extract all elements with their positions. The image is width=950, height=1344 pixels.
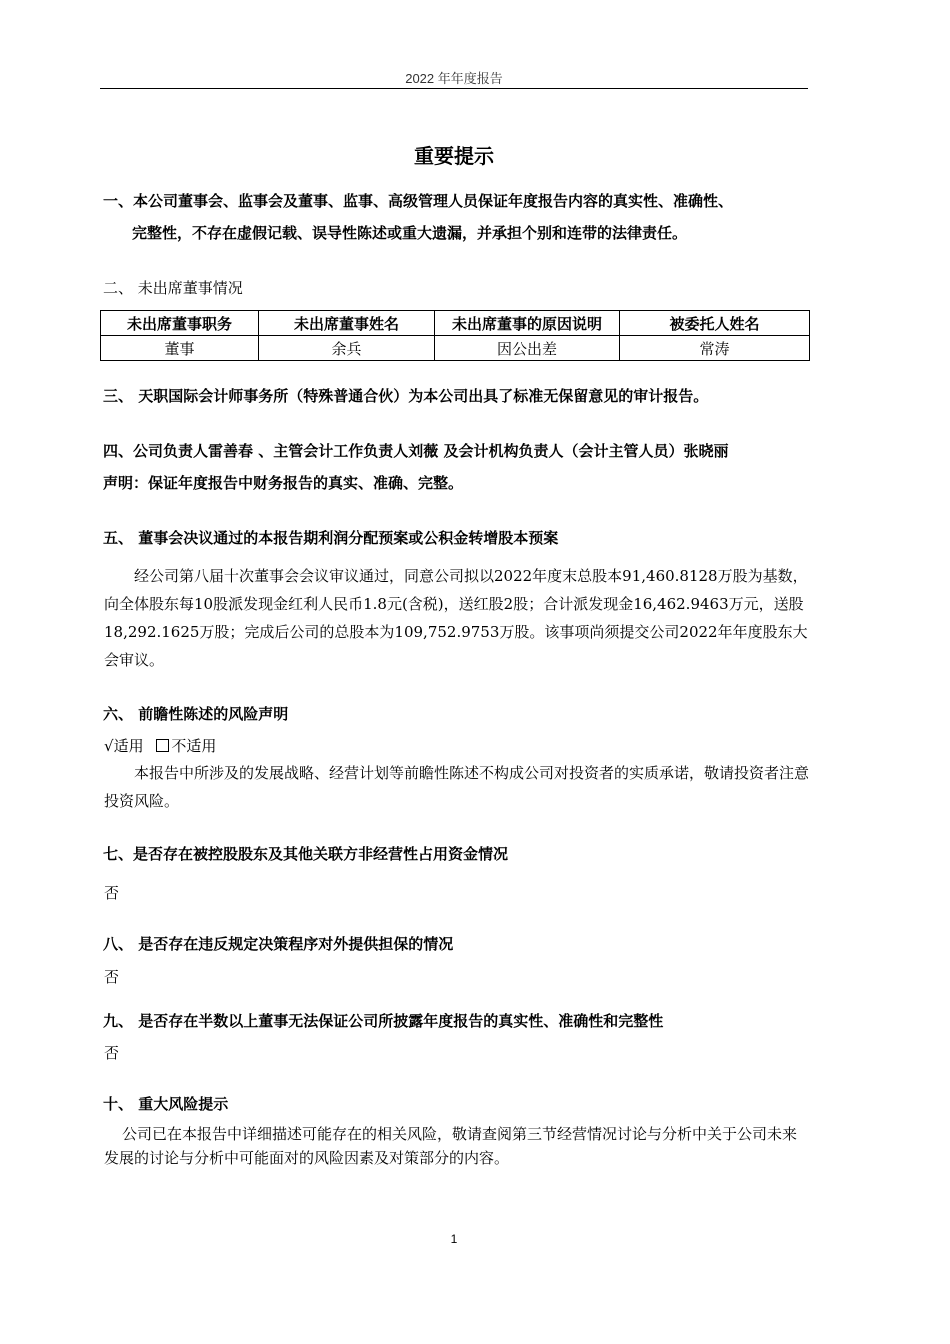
- section-4-line-2: 声明：保证年度报告中财务报告的真实、准确、完整。: [103, 474, 464, 492]
- section-10-heading: 十、 重大风险提示: [103, 1095, 229, 1113]
- section-3-text: 三、 天职国际会计师事务所（特殊普通合伙）为本公司出具了标准无保留意见的审计报告。: [103, 387, 709, 405]
- table-cell: 常涛: [620, 336, 810, 361]
- table-cell: 因公出差: [435, 336, 620, 361]
- section-6-body: 本报告中所涉及的发展战略、经营计划等前瞻性陈述不构成公司对投资者的实质承诺，敬请投资者注意投资风险。: [104, 764, 810, 810]
- section-1-line-1: 一、本公司董事会、监事会及董事、监事、高级管理人员保证年度报告内容的真实性、准确性、: [103, 192, 734, 210]
- section-10-body: 公司已在本报告中详细描述可能存在的相关风险，敬请查阅第三节经营情况讨论与分析中关于公司未来发展的讨论与分析中可能面对的风险因素及对策部分的内容。: [104, 1125, 798, 1167]
- section-4-line-1: 四、公司负责人雷善春 、主管会计工作负责人刘薇 及会计机构负责人（会计主管人员）张晓丽: [103, 442, 729, 460]
- section-1-line-2: 完整性，不存在虚假记载、误导性陈述或重大遗漏，并承担个别和连带的法律责任。: [132, 224, 688, 242]
- page-title: 重要提示: [414, 144, 494, 168]
- table-header-cell: 未出席董事的原因说明: [435, 311, 620, 336]
- table-row: [101, 336, 810, 361]
- table-header-row: [101, 311, 810, 336]
- section-8-answer: 否: [104, 968, 120, 986]
- applicable-label: 适用: [113, 737, 144, 755]
- table-header-cell: 被委托人姓名: [620, 311, 810, 336]
- section-6-heading: 六、 前瞻性陈述的风险声明: [103, 705, 289, 723]
- section-5-body: 经公司第八届十次董事会会议审议通过，同意公司拟以2022年度末总股本91,460.8128万股为基数，向全体股东每10股派发现金红利人民币1.8元(含税)，送红股2股；合计派发现金16,462.9463万元，送股18,292.1625万股；完成后公司的总股本为109,752.9753万股。该事项尚须提交公司2022年年度股东大会审议。: [104, 567, 808, 669]
- not-applicable-label: 不适用: [171, 737, 217, 755]
- section-7-heading: 七、是否存在被控股股东及其他关联方非经营性占用资金情况: [103, 845, 509, 863]
- check-mark-icon: √: [104, 737, 114, 755]
- section-7-answer: 否: [104, 884, 120, 902]
- section-5-heading: 五、 董事会决议通过的本报告期利润分配预案或公积金转增股本预案: [103, 529, 559, 547]
- table-cell: 董事: [101, 336, 259, 361]
- empty-checkbox-icon: [156, 739, 169, 752]
- table-header-cell: 未出席董事姓名: [259, 311, 435, 336]
- header-rule: [100, 88, 808, 89]
- table-cell: 余兵: [259, 336, 435, 361]
- absent-directors-table: [100, 310, 810, 361]
- section-8-heading: 八、 是否存在违反规定决策程序对外提供担保的情况: [103, 935, 454, 953]
- table-header-cell: 未出席董事职务: [101, 311, 259, 336]
- section-9-heading: 九、 是否存在半数以上董事无法保证公司所披露年度报告的真实性、准确性和完整性: [103, 1012, 664, 1030]
- page-number: 1: [450, 1232, 458, 1246]
- running-header: 2022 年年度报告: [405, 71, 503, 86]
- section-9-answer: 否: [104, 1044, 120, 1062]
- applicability-options: [104, 735, 216, 756]
- section-2-heading: 二、 未出席董事情况: [103, 279, 243, 297]
